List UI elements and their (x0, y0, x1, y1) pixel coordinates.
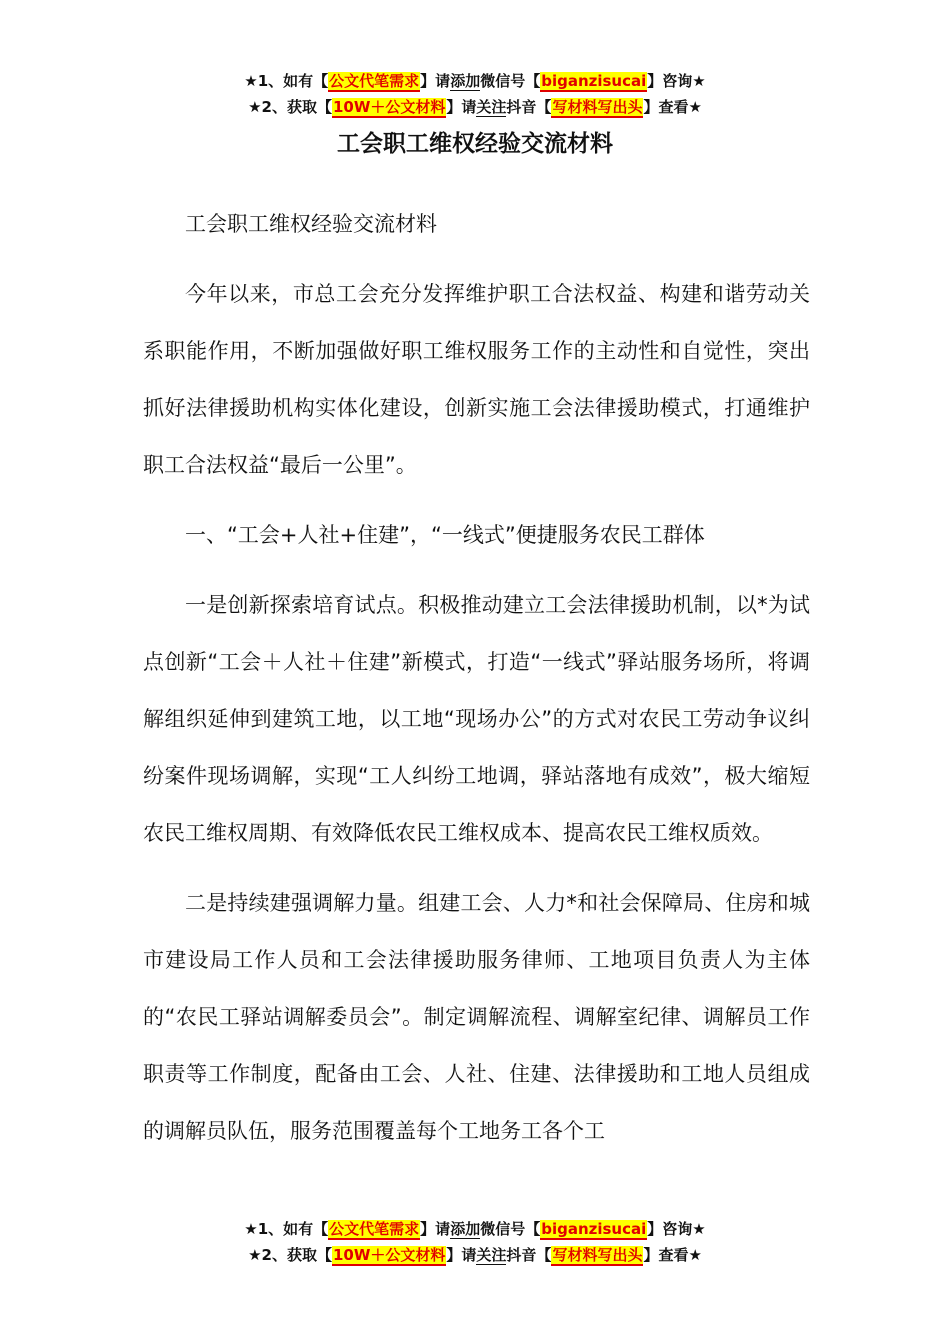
paragraph: 工会职工维权经验交流材料 (185, 212, 437, 236)
banner-text: 】请 (420, 72, 451, 90)
banner-line-2 (0, 94, 950, 120)
banner-underline: 关注 (476, 98, 507, 116)
section-heading: 一、“工会+人社+住建”，“一线式”便捷服务农民工群体 (185, 523, 705, 547)
banner-text: 微信号【 (480, 1220, 541, 1238)
banner-highlight: 公文代笔需求 (329, 1220, 420, 1238)
banner-text: ★1、如有【 (244, 1220, 329, 1238)
banner-highlight: 公文代笔需求 (329, 72, 420, 90)
banner-line-1 (0, 68, 950, 94)
paragraph: 二是持续建强调解力量。组建工会、人力*和社会保障局、住房和城市建设局工作人员和工会法律援助服务律师、工地项目负责人为主体的“农民工驿站调解委员会”。制定调解流程、调解室纪律、调解员工作职责等工作制度，配备由工会、人社、住建、法律援助和工地人员组成的调解员队伍，服务范围覆盖每个工地务工各个工 (143, 891, 810, 1143)
paragraph: 一是创新探索培育试点。积极推动建立工会法律援助机制，以*为试点创新“工会＋人社＋住建”新模式，打造“一线式”驿站服务场所，将调解组织延伸到建筑工地，以工地“现场办公”的方式对农民工劳动争议纠纷案件现场调解，实现“工人纠纷工地调，驿站落地有成效”，极大缩短农民工维权周期、有效降低农民工维权成本、提高农民工维权质效。 (143, 593, 810, 845)
banner-text: 】请 (420, 1220, 451, 1238)
header-banner (0, 68, 950, 120)
banner-highlight: biganzisucai (541, 72, 647, 90)
document-title: 工会职工维权经验交流材料 (337, 131, 613, 157)
banner-underline: 关注 (476, 1246, 507, 1264)
document-body (143, 196, 810, 1173)
footer-banner (0, 1216, 950, 1268)
banner-underline: 添加 (450, 1220, 481, 1238)
banner-line-2 (0, 1242, 950, 1268)
banner-text: 】查看★ (643, 1246, 702, 1264)
banner-line-1 (0, 1216, 950, 1242)
banner-highlight: 10W＋公文材料 (332, 1246, 446, 1264)
banner-highlight: 写材料写出头 (552, 1246, 643, 1264)
banner-text: 抖音【 (506, 98, 552, 116)
banner-highlight: 10W＋公文材料 (332, 98, 446, 116)
banner-text: 抖音【 (506, 1246, 552, 1264)
banner-text: 】咨询★ (647, 72, 706, 90)
banner-text: ★2、获取【 (248, 1246, 332, 1264)
banner-highlight: 写材料写出头 (552, 98, 643, 116)
banner-text: 微信号【 (480, 72, 541, 90)
banner-text: 】请 (446, 1246, 477, 1264)
banner-text: 】请 (446, 98, 477, 116)
banner-text: 】咨询★ (647, 1220, 706, 1238)
banner-underline: 添加 (450, 72, 481, 90)
banner-text: ★2、获取【 (248, 98, 332, 116)
banner-text: 】查看★ (643, 98, 702, 116)
banner-highlight: biganzisucai (541, 1220, 647, 1238)
banner-text: ★1、如有【 (244, 72, 329, 90)
paragraph: 今年以来，市总工会充分发挥维护职工合法权益、构建和谐劳动关系职能作用，不断加强做好职工维权服务工作的主动性和自觉性，突出抓好法律援助机构实体化建设，创新实施工会法律援助模式，打通维护职工合法权益“最后一公里”。 (143, 282, 810, 477)
